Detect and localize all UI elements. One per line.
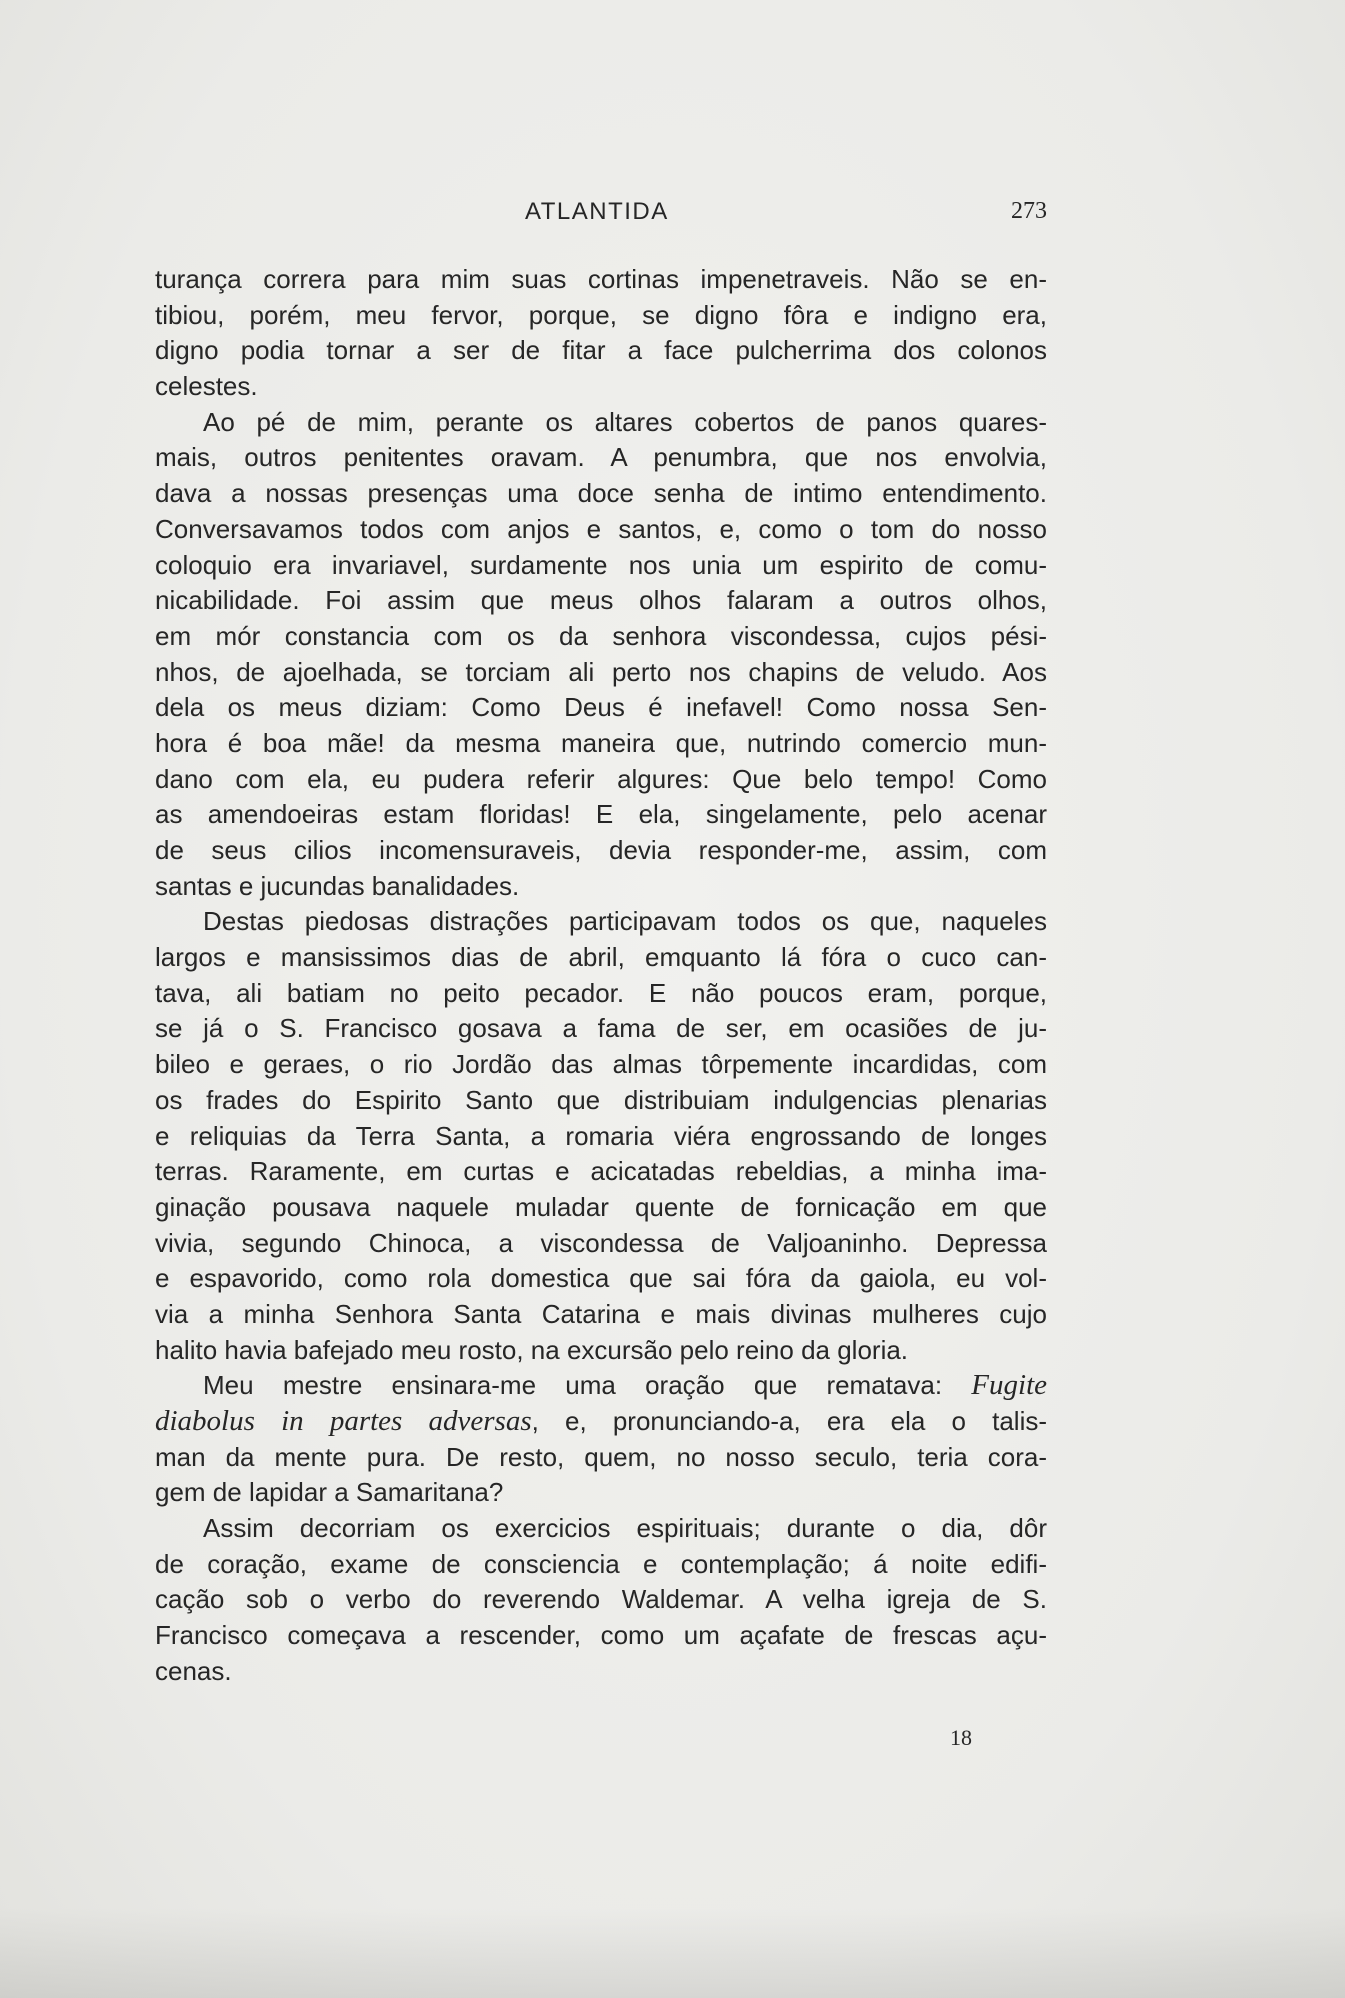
text-line [155,1618,1047,1654]
text-line-content: Meu mestre ensinara-me uma oração que rematava: [203,1370,943,1401]
page-edge-wear [0,1908,1345,1998]
text-line [155,762,1047,798]
text-line-content: turança correra para mim suas cortinas impenetraveis. Não se en- [155,264,1047,294]
text-line-content: santas e jucundas banalidades. [155,870,520,901]
text-line [155,369,1047,405]
italic-phrase: Fugite [971,1369,1047,1402]
text-line [155,476,1047,512]
text-line [155,797,1047,833]
text-line [155,1083,1047,1119]
text-line-content: vivia, segundo Chinoca, a viscondessa de Valjoaninho. Depressa [155,1227,1047,1258]
text-line [155,512,1047,548]
text-line [155,333,1047,369]
text-line-content: Ao pé de mim, perante os altares cobertos de panos quares- [203,406,1047,437]
text-line [155,690,1047,726]
text-line [155,619,1047,655]
text-line [155,405,1047,441]
text-line [155,726,1047,762]
text-line-content: largos e mansissimos dias de abril, emquanto lá fóra o cuco can- [155,942,1047,973]
text-line [155,548,1047,584]
running-title: ATLANTIDA [525,198,669,225]
text-line-content: digno podia tornar a ser de fitar a face pulcherrima dos colonos [155,335,1047,366]
text-line-content: dela os meus diziam: Como Deus é inefavel! Como nossa Sen- [155,692,1047,723]
text-line-content: os frades do Espirito Santo que distribuiam indulgencias plenarias [155,1084,1047,1115]
text-line-content: gem de lapidar a Samaritana? [155,1477,504,1508]
text-line-content: terras. Raramente, em curtas e acicatadas rebeldias, a minha ima- [155,1156,1047,1187]
text-line-content: de coração, exame de consciencia e contemplação; á noite edifi- [155,1548,1047,1579]
text-line [155,262,1047,298]
text-line [155,833,1047,869]
text-line [155,583,1047,619]
text-line-content: dava a nossas presenças uma doce senha de intimo entendimento. [155,478,1047,509]
text-line [155,655,1047,691]
text-line [155,869,1047,905]
page-header [155,198,1047,234]
text-line-content: ginação pousava naquele muladar quente de fornicação em que [155,1191,1047,1222]
text-line [155,1154,1047,1190]
body-text [155,262,1047,1690]
text-line [155,976,1047,1012]
text-line-content: se já o S. Francisco gosava a fama de ser, em ocasiões de ju- [155,1013,1047,1044]
text-line [155,1226,1047,1262]
text-line [155,1511,1047,1547]
text-line [155,1011,1047,1047]
text-line-content: man da mente pura. De resto, quem, no nosso seculo, teria cora- [155,1441,1047,1472]
text-line-content: nhos, de ajoelhada, se torciam ali perto nos chapins de veludo. Aos [155,656,1047,687]
text-line-content: nicabilidade. Foi assim que meus olhos falaram a outros olhos, [155,585,1047,616]
text-line-content: Conversavamos todos com anjos e santos, e, como o tom do nosso [155,513,1047,544]
text-line [155,1582,1047,1618]
text-line [155,1261,1047,1297]
text-line [155,940,1047,976]
text-line [155,1119,1047,1155]
text-line [155,1047,1047,1083]
text-line-content: e reliquias da Terra Santa, a romaria viéra engrossando de longes [155,1120,1047,1151]
text-line-content: cação sob o verbo do reverendo Waldemar. A velha igreja de S. [155,1584,1047,1615]
text-line [155,440,1047,476]
text-line-content: coloquio era invariavel, surdamente nos unia um espirito de comu- [155,549,1047,580]
text-line-content: tibiou, porém, meu fervor, porque, se digno fôra e indigno era, [155,299,1047,330]
text-line-content: celestes. [155,371,258,402]
text-line-content: mais, outros penitentes oravam. A penumbra, que nos envolvia, [155,442,1047,473]
text-line-content: Destas piedosas distrações participavam todos os que, naqueles [203,906,1047,937]
text-line-content: halito havia bafejado meu rosto, na excursão pelo reino da gloria. [155,1334,909,1365]
text-line [155,1368,1047,1404]
text-line-content: dano com ela, eu pudera referir algures: Que belo tempo! Como [155,763,1047,794]
text-line-content: bileo e geraes, o rio Jordão das almas tôrpemente incardidas, com [155,1049,1047,1080]
text-line-content: em mór constancia com os da senhora viscondessa, cujos pési- [155,620,1047,651]
text-line-content: de seus cilios incomensuraveis, devia responder-me, assim, com [155,835,1047,865]
text-line-content: hora é boa mãe! da mesma maneira que, nutrindo comercio mun- [155,727,1047,758]
text-line [155,1654,1047,1690]
text-line-content: Francisco começava a rescender, como um açafate de frescas açu- [155,1620,1047,1651]
text-line [155,1190,1047,1226]
text-line-content: via a minha Senhora Santa Catarina e mais divinas mulheres cujo [155,1298,1047,1329]
text-line [155,1297,1047,1333]
text-line [155,1404,1047,1440]
text-line [155,1440,1047,1476]
text-line-content: cenas. [155,1655,232,1686]
text-line-content: Assim decorriam os exercicios espirituais; durante o dia, dôr [203,1513,1047,1544]
text-line [155,1547,1047,1583]
text-line [155,904,1047,940]
page-number: 273 [1011,198,1047,224]
signature-mark: 18 [950,1725,972,1750]
text-line-content: , e, pronunciando-a, era ela o talis- [531,1406,1047,1436]
text-line [155,1333,1047,1369]
text-line-content: tava, ali batiam no peito pecador. E não poucos eram, porque, [155,977,1047,1008]
text-line-content: as amendoeiras estam floridas! E ela, singelamente, pelo acenar [155,799,1047,830]
text-line [155,298,1047,334]
text-line-content: e espavorido, como rola domestica que sai fóra da gaiola, eu vol- [155,1263,1047,1294]
italic-phrase: diabolus in partes adversas [155,1405,532,1437]
text-line [155,1475,1047,1511]
